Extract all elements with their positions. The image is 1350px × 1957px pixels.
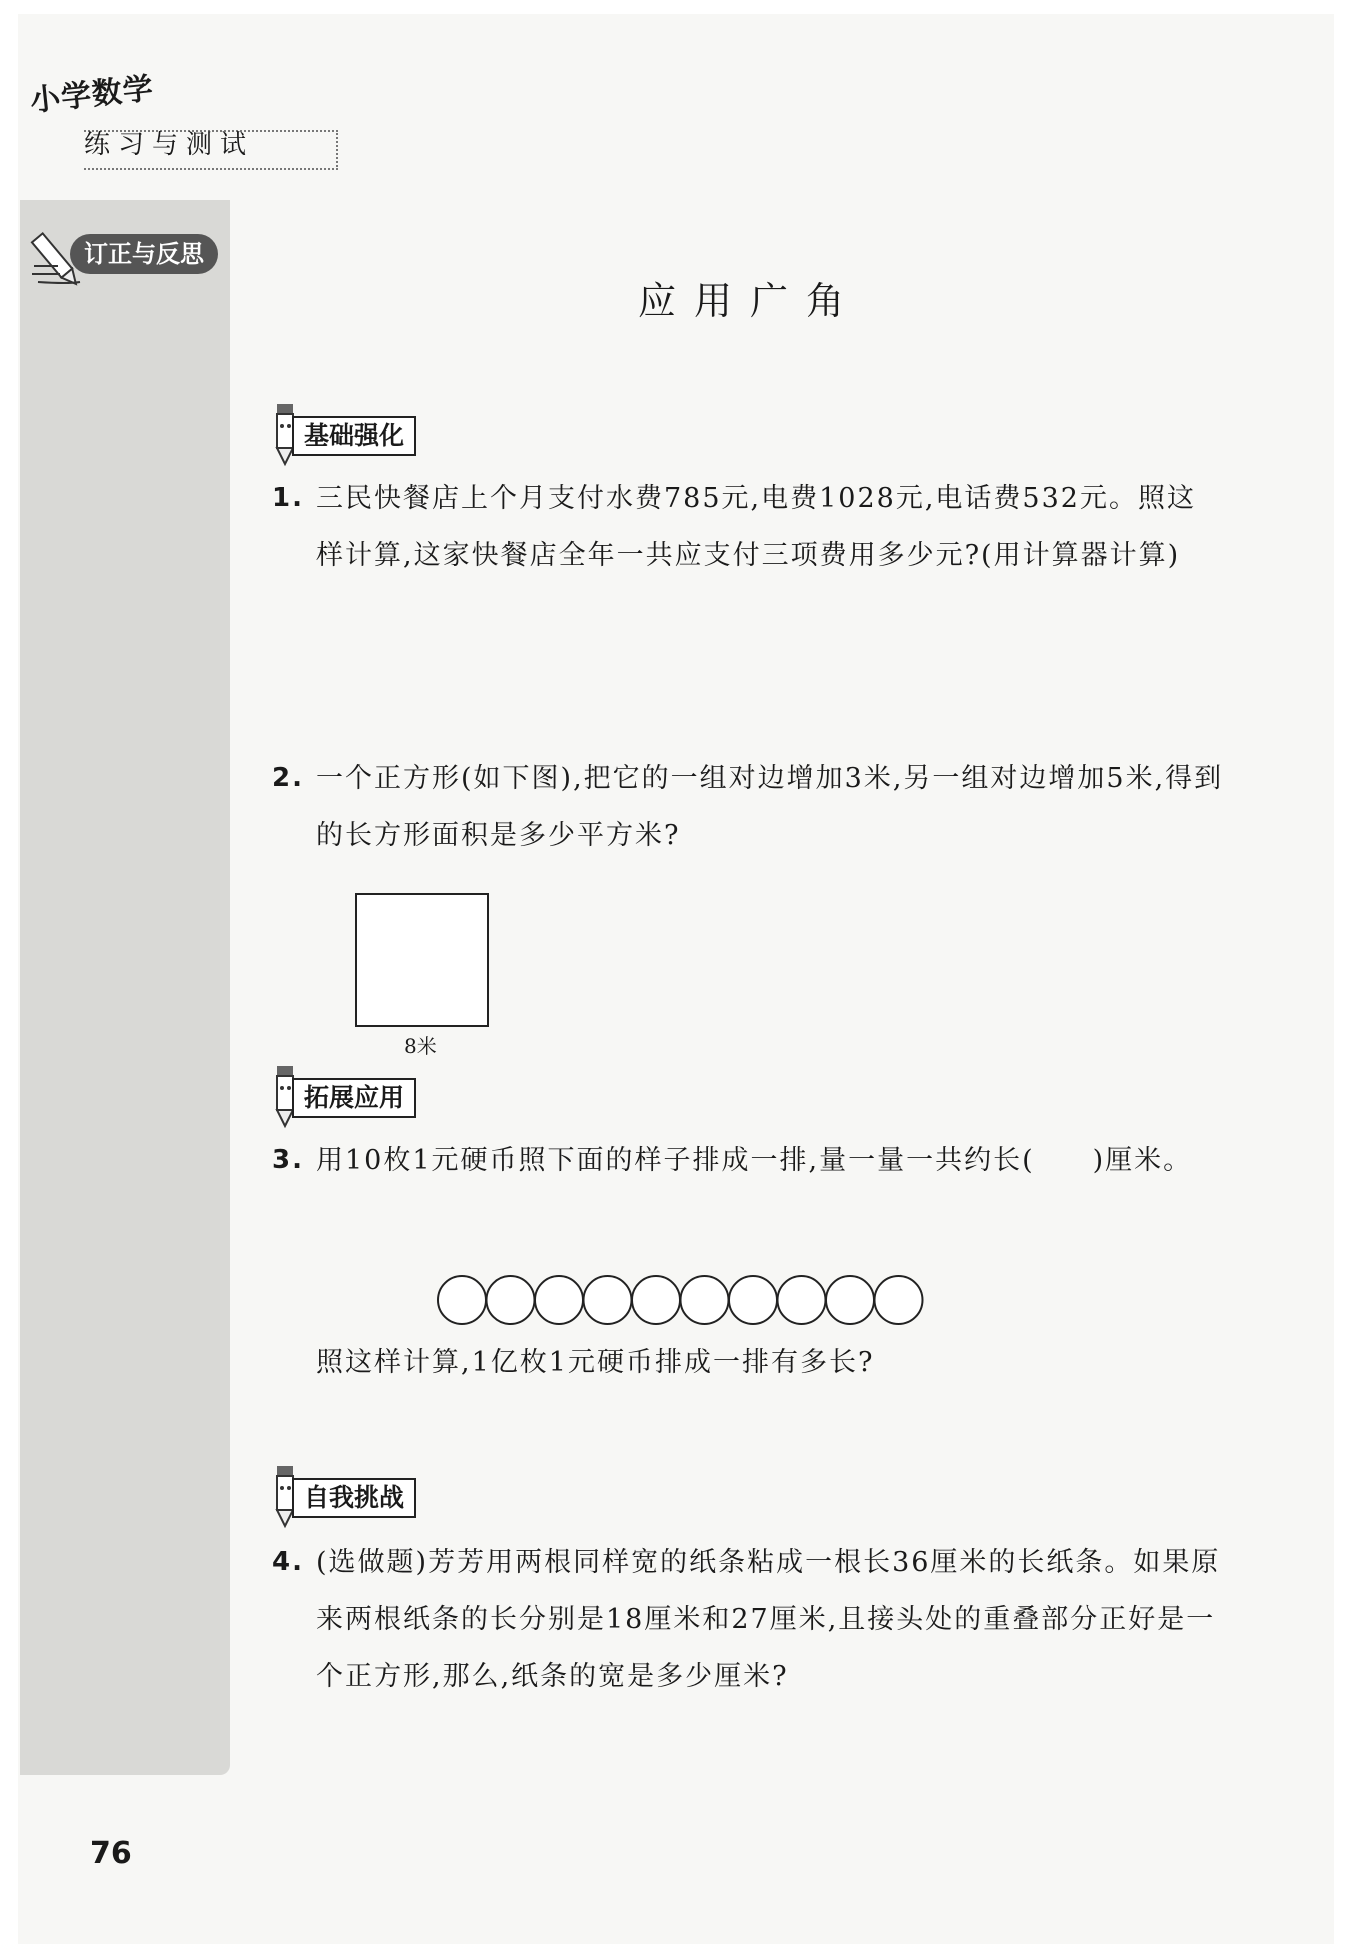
correction-sidebar xyxy=(20,200,230,1775)
coin-circle xyxy=(826,1276,874,1324)
square-figure xyxy=(354,892,490,1028)
section-title: 应用广角 xyxy=(637,279,862,323)
correction-label: 订正与反思 xyxy=(70,234,218,274)
problem-text: 用10枚1元硬币照下面的样子排成一排,量一量一共约长( )厘米。 xyxy=(316,1145,1193,1176)
problem-followup-text: 照这样计算,1亿枚1元硬币排成一排有多长? xyxy=(316,1347,875,1378)
coin-circle xyxy=(487,1276,535,1324)
section-label: 基础强化 xyxy=(292,416,416,456)
problem-3 xyxy=(272,1132,1224,1189)
problem-number: 2. xyxy=(272,763,304,793)
section-label: 自我挑战 xyxy=(292,1478,416,1518)
problem-number: 1. xyxy=(272,483,304,513)
book-title: 小学数学 xyxy=(28,71,156,119)
problem-text: 三民快餐店上个月支付水费785元,电费1028元,电话费532元。照这样计算,这家快餐店全年一共应支付三项费用多少元?(用计算器计算) xyxy=(316,483,1196,571)
coin-circle xyxy=(584,1276,632,1324)
problem-1 xyxy=(272,470,1224,584)
problem-number: 3. xyxy=(272,1145,304,1175)
coin-circle xyxy=(729,1276,777,1324)
problem-3-followup xyxy=(272,1334,1224,1391)
problem-4 xyxy=(272,1534,1224,1705)
problem-text: (选做题)芳芳用两根同样宽的纸条粘成一根长36厘米的长纸条。如果原来两根纸条的长分别是18厘米和27厘米,且接头处的重叠部分正好是一个正方形,那么,纸条的宽是多少厘米? xyxy=(316,1547,1221,1692)
correction-tag xyxy=(28,226,228,296)
section-label: 拓展应用 xyxy=(292,1078,416,1118)
coin-circle xyxy=(681,1276,729,1324)
coin-circle xyxy=(632,1276,680,1324)
square-side-label: 8米 xyxy=(404,1034,437,1058)
problem-number: 4. xyxy=(272,1547,304,1577)
coin-circle xyxy=(438,1276,486,1324)
coin-circle xyxy=(875,1276,923,1324)
coin-row-figure xyxy=(436,1270,936,1330)
book-subtitle: 练习与测试 xyxy=(84,130,255,160)
page-number: 76 xyxy=(90,1836,132,1871)
coin-circle xyxy=(778,1276,826,1324)
problem-2 xyxy=(272,750,1224,864)
problem-text: 一个正方形(如下图),把它的一组对边增加3米,另一组对边增加5米,得到的长方形面积是多少平方米? xyxy=(316,763,1224,851)
coin-circle xyxy=(535,1276,583,1324)
